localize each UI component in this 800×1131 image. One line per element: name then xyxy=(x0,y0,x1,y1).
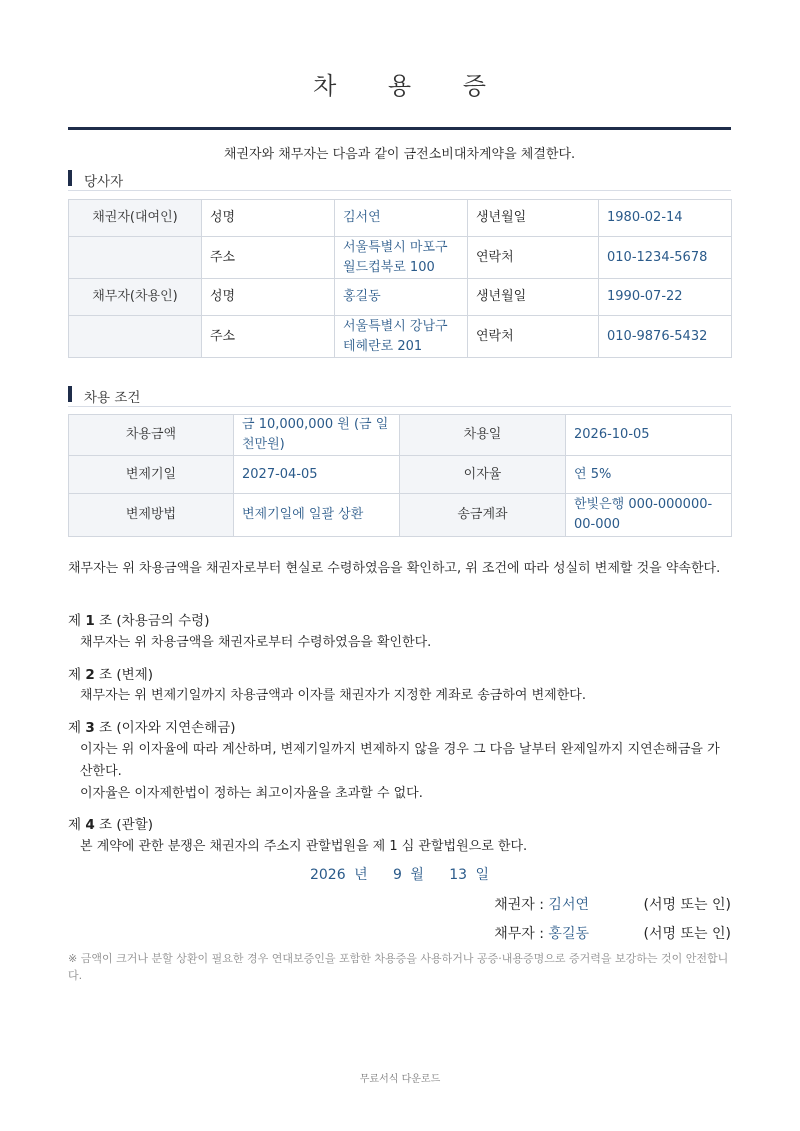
parties-table xyxy=(68,199,732,358)
table-row xyxy=(69,415,732,456)
address-label: 주소 xyxy=(202,237,335,279)
signer xyxy=(494,923,589,943)
section-header-parties xyxy=(68,168,731,191)
article-3-heading xyxy=(68,716,236,736)
creditor-sign-name: 김서연 xyxy=(548,897,589,913)
method-label: 변제방법 xyxy=(69,494,234,537)
debtor-label: 채무자(차용인) xyxy=(69,279,202,316)
section-marker xyxy=(68,386,72,402)
date-day-unit: 일 xyxy=(475,867,490,883)
loan-date-value: 2026-10-05 xyxy=(566,415,732,456)
table-row xyxy=(69,316,732,358)
article-4-text: 본 계약에 관한 분쟁은 채권자의 주소지 관할법원을 제 1 심 관할법원으로 한다. xyxy=(80,839,528,854)
name-label: 성명 xyxy=(202,279,335,316)
loan-date-label: 차용일 xyxy=(400,415,566,456)
article-prefix: 제 xyxy=(68,613,82,629)
contract-date xyxy=(68,864,731,884)
intro-text: 채권자와 채무자는 다음과 같이 금전소비대차계약을 체결한다. xyxy=(223,147,576,162)
amount-value: 금 10,000,000 원 (금 일천만원) xyxy=(234,415,400,456)
debtor-sign-label: 채무자 : xyxy=(494,926,544,942)
contact-label: 연락처 xyxy=(468,316,599,358)
table-row xyxy=(69,456,732,494)
amount-label: 차용금액 xyxy=(69,415,234,456)
date-day: 13 xyxy=(449,867,468,883)
article-number: 3 xyxy=(85,720,95,736)
empty-cell xyxy=(69,316,202,358)
signer xyxy=(494,894,589,914)
debtor-sign-name: 홍길동 xyxy=(548,926,589,942)
rate-label: 이자율 xyxy=(400,456,566,494)
article-prefix: 제 xyxy=(68,817,82,833)
due-value: 2027-04-05 xyxy=(234,456,400,494)
contact-label: 연락처 xyxy=(468,237,599,279)
creditor-label: 채권자(대여인) xyxy=(69,200,202,237)
article-number: 2 xyxy=(85,667,95,683)
article-title: (이자와 지연손해금) xyxy=(116,720,236,736)
article-4-heading xyxy=(68,813,153,833)
account-label: 송금계좌 xyxy=(400,494,566,537)
article-prefix: 제 xyxy=(68,720,82,736)
article-suffix: 조 xyxy=(99,613,113,629)
article-suffix: 조 xyxy=(99,667,113,683)
article-suffix: 조 xyxy=(99,817,113,833)
seal-placeholder: (서명 또는 인) xyxy=(643,897,731,913)
section-marker xyxy=(68,170,72,186)
table-row xyxy=(69,200,732,237)
article-1-heading xyxy=(68,609,209,629)
method-value: 변제기일에 일괄 상환 xyxy=(234,494,400,537)
article-title: (관할) xyxy=(116,817,154,833)
creditor-birth: 1980-02-14 xyxy=(599,200,732,237)
section-title: 당사자 xyxy=(84,174,124,190)
article-1-text: 채무자는 위 차용금액을 채권자로부터 수령하였음을 확인한다. xyxy=(80,635,432,650)
account-value: 한빛은행 000-000000-00-000 xyxy=(566,494,732,537)
table-row xyxy=(69,237,732,279)
birth-label: 생년월일 xyxy=(468,279,599,316)
title-divider xyxy=(68,127,731,130)
article-suffix: 조 xyxy=(99,720,113,736)
footer-link[interactable]: 무료서식 다운로드 xyxy=(359,1074,441,1085)
creditor-sign-label: 채권자 : xyxy=(494,897,544,913)
article-3-text: 이자는 위 이자율에 따라 계산하며, 변제기일까지 변제하지 않을 경우 그 다음 날부터 완제일까지 지연손해금을 가산한다. xyxy=(80,742,720,779)
confirm-paragraph: 채무자는 위 차용금액을 채권자로부터 현실로 수령하였음을 확인하고, 위 조건에 따라 성실히 변제할 것을 약속한다. xyxy=(68,561,721,576)
table-row xyxy=(69,494,732,537)
debtor-birth: 1990-07-22 xyxy=(599,279,732,316)
date-year: 2026 xyxy=(309,867,346,883)
date-month-unit: 월 xyxy=(410,867,424,883)
empty-cell xyxy=(69,237,202,279)
article-number: 4 xyxy=(85,817,95,833)
date-year-unit: 년 xyxy=(354,867,368,883)
article-prefix: 제 xyxy=(68,667,82,683)
section-title: 차용 조건 xyxy=(84,390,141,406)
section-header-terms xyxy=(68,384,731,407)
date-month: 9 xyxy=(392,867,402,883)
debtor-contact: 010-9876-5432 xyxy=(599,316,732,358)
due-label: 변제기일 xyxy=(69,456,234,494)
name-label: 성명 xyxy=(202,200,335,237)
creditor-address: 서울특별시 마포구 월드컵북로 100 xyxy=(335,237,468,279)
debtor-name: 홍길동 xyxy=(335,279,468,316)
article-title: (변제) xyxy=(116,667,154,683)
table-row xyxy=(69,279,732,316)
creditor-contact: 010-1234-5678 xyxy=(599,237,732,279)
article-3-text: 이자율은 이자제한법이 정하는 최고이자율을 초과할 수 없다. xyxy=(80,786,423,801)
article-title: (차용금의 수령) xyxy=(116,613,210,629)
address-label: 주소 xyxy=(202,316,335,358)
creditor-name: 김서연 xyxy=(335,200,468,237)
article-2-text: 채무자는 위 변제기일까지 차용금액과 이자를 채권자가 지정한 계좌로 송금하여 변제한다. xyxy=(80,688,586,703)
document-title: 차 용 증 xyxy=(313,72,508,100)
rate-value: 연 5% xyxy=(566,456,732,494)
birth-label: 생년월일 xyxy=(468,200,599,237)
debtor-address: 서울특별시 강남구 테헤란로 201 xyxy=(335,316,468,358)
footnote: ※ 금액이 크거나 분할 상환이 필요한 경우 연대보증인을 포함한 차용증을 사용하거나 공증·내용증명으로 증거력을 보강하는 것이 안전합니다. xyxy=(68,952,729,982)
terms-table xyxy=(68,414,732,537)
article-number: 1 xyxy=(85,613,95,629)
article-2-heading xyxy=(68,663,153,683)
seal-placeholder: (서명 또는 인) xyxy=(643,926,731,942)
